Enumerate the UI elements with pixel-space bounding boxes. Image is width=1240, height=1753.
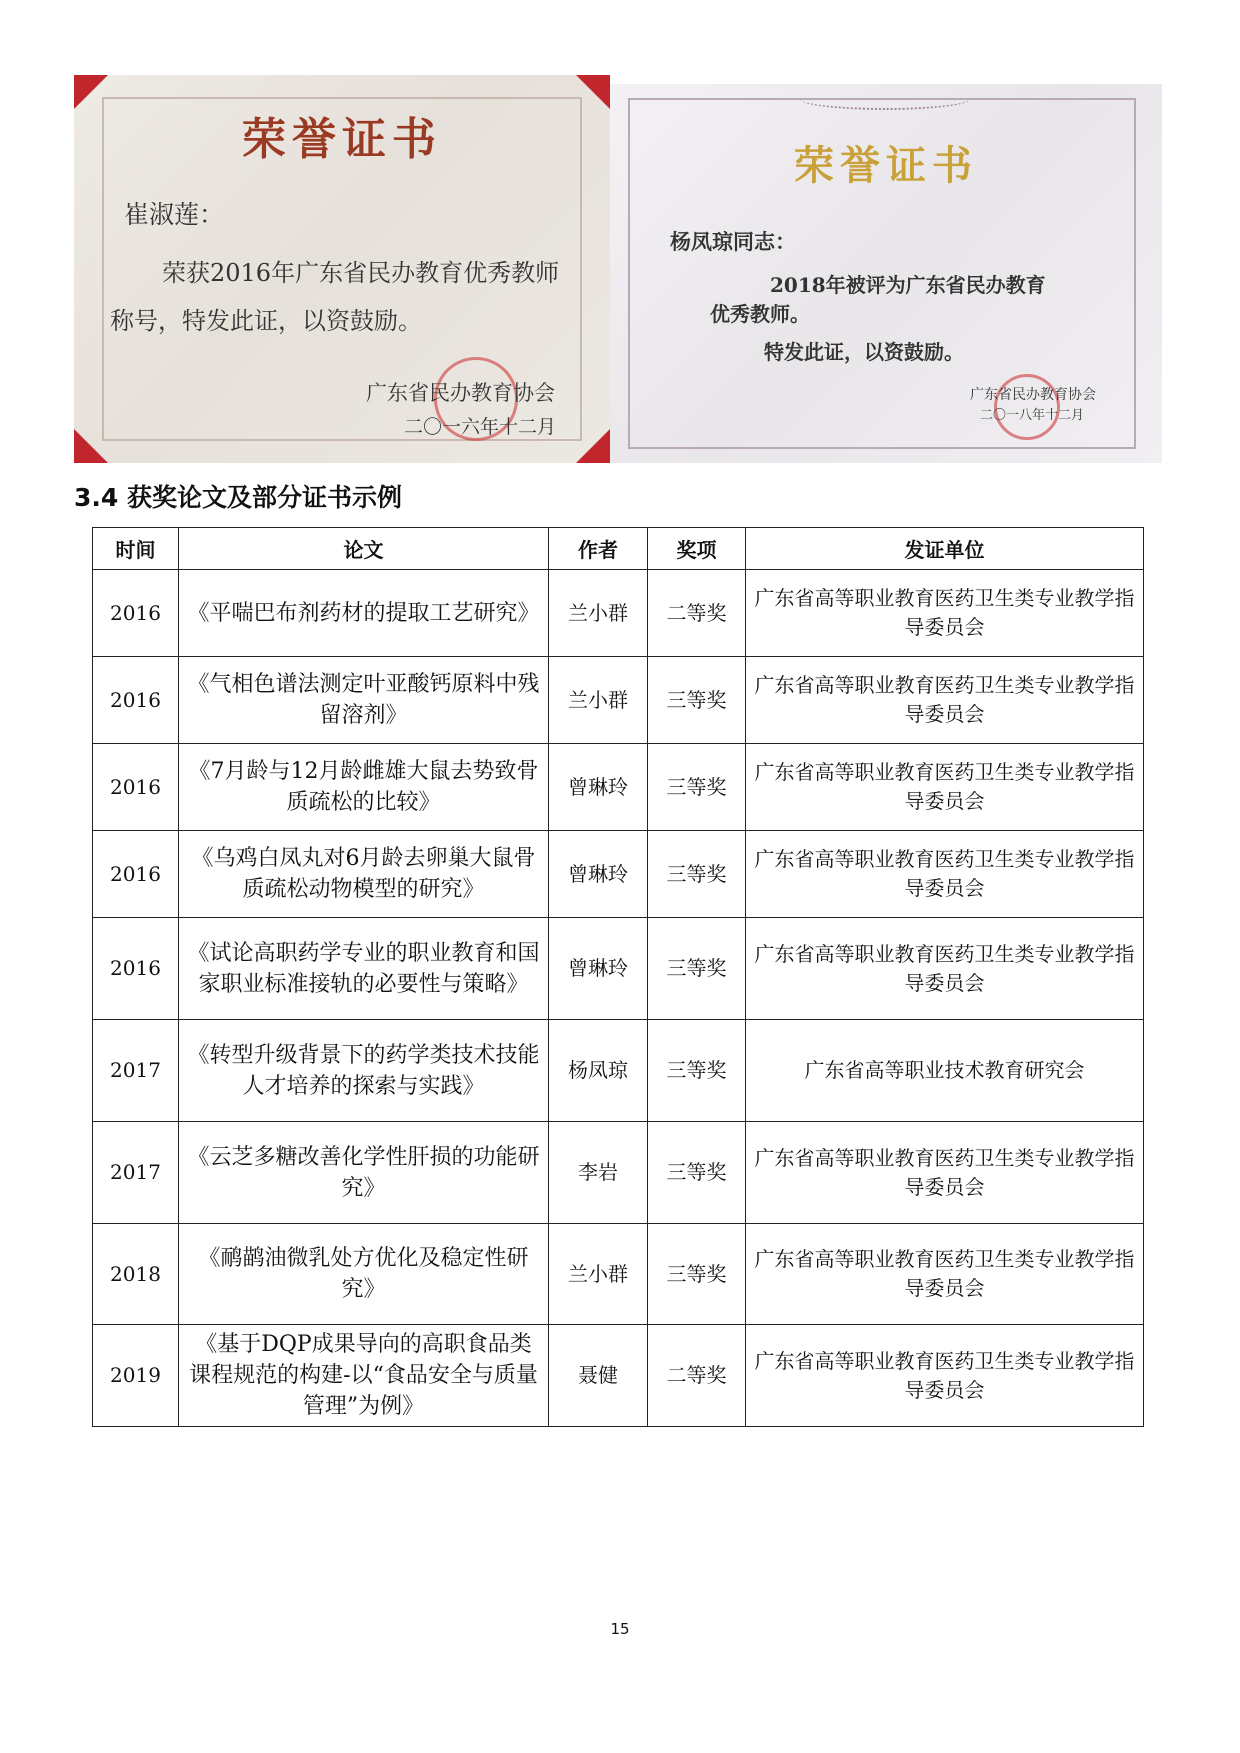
certificate-date: 二〇一六年十二月	[404, 416, 557, 438]
cell-issuer: 广东省高等职业教育医药卫生类专业教学指导委员会	[746, 657, 1144, 744]
table-row	[93, 1020, 1144, 1122]
cell-paper: 《云芝多糖改善化学性肝损的功能研究》	[179, 1122, 549, 1224]
header-paper: 论文	[179, 528, 549, 570]
cell-paper: 《平喘巴布剂药材的提取工艺研究》	[179, 570, 549, 657]
cell-issuer: 广东省高等职业教育医药卫生类专业教学指导委员会	[746, 570, 1144, 657]
cell-paper: 《转型升级背景下的药学类技术技能人才培养的探索与实践》	[179, 1020, 549, 1122]
cell-paper: 《气相色谱法测定叶亚酸钙原料中残留溶剂》	[179, 657, 549, 744]
certificate-recipient: 崔淑莲：	[124, 200, 225, 229]
certificate-line: 特发此证，以资鼓励。	[764, 340, 964, 364]
cell-award: 二等奖	[648, 1325, 746, 1427]
table-row	[93, 657, 1144, 744]
cell-paper: 《鸸鹋油微乳处方优化及稳定性研究》	[179, 1224, 549, 1325]
cell-award: 三等奖	[648, 918, 746, 1020]
cell-author: 曾琳玲	[549, 744, 648, 831]
certificate-line: 荣获2016年广东省民办教育优秀教师	[162, 259, 560, 287]
cell-year: 2016	[93, 831, 179, 918]
cell-paper: 《7月龄与12月龄雌雄大鼠去势致骨质疏松的比较》	[179, 744, 549, 831]
header-issuer: 发证单位	[746, 528, 1144, 570]
cell-year: 2017	[93, 1122, 179, 1224]
cell-author: 兰小群	[549, 570, 648, 657]
cell-issuer: 广东省高等职业技术教育研究会	[746, 1020, 1144, 1122]
certificate-title: 荣誉证书	[794, 142, 978, 189]
cell-issuer: 广东省高等职业教育医药卫生类专业教学指导委员会	[746, 831, 1144, 918]
header-award: 奖项	[648, 528, 746, 570]
cell-author: 杨凤琼	[549, 1020, 648, 1122]
certificate-line: 优秀教师。	[710, 302, 810, 326]
cell-year: 2016	[93, 570, 179, 657]
table-header-row	[93, 528, 1144, 570]
cell-year: 2018	[93, 1224, 179, 1325]
cell-year: 2019	[93, 1325, 179, 1427]
certificate-photo-2	[610, 84, 1162, 463]
header-time: 时间	[93, 528, 179, 570]
cell-award: 二等奖	[648, 570, 746, 657]
certificate-line: 称号，特发此证，以资鼓励。	[110, 307, 422, 335]
cell-award: 三等奖	[648, 831, 746, 918]
cell-paper: 《基于DQP成果导向的高职食品类课程规范的构建-以“食品安全与质量管理”为例》	[179, 1325, 549, 1427]
cell-year: 2016	[93, 744, 179, 831]
header-author: 作者	[549, 528, 648, 570]
certificate-date: 二〇一八年十二月	[980, 408, 1085, 423]
page-number: 15	[610, 1620, 630, 1638]
certificate-issuer: 广东省民办教育协会	[970, 387, 1096, 403]
certificate-recipient: 杨凤琼同志：	[670, 229, 796, 254]
ornament-decoration	[800, 88, 970, 110]
cell-author: 聂健	[549, 1325, 648, 1427]
section-title: 3.4 获奖论文及部分证书示例	[74, 483, 402, 512]
table-row	[93, 1122, 1144, 1224]
cell-author: 曾琳玲	[549, 918, 648, 1020]
table-row	[93, 744, 1144, 831]
cell-year: 2016	[93, 657, 179, 744]
cell-paper: 《试论高职药学专业的职业教育和国家职业标准接轨的必要性与策略》	[179, 918, 549, 1020]
certificate-photo-1	[74, 75, 610, 463]
cell-issuer: 广东省高等职业教育医药卫生类专业教学指导委员会	[746, 918, 1144, 1020]
certificate-line: 2018年被评为广东省民办教育	[770, 273, 1046, 297]
certificate-title: 荣誉证书	[242, 114, 442, 165]
cell-year: 2016	[93, 918, 179, 1020]
table-row	[93, 570, 1144, 657]
table-row	[93, 1325, 1144, 1427]
table-row	[93, 1224, 1144, 1325]
cell-author: 曾琳玲	[549, 831, 648, 918]
cell-award: 三等奖	[648, 657, 746, 744]
cell-author: 兰小群	[549, 1224, 648, 1325]
cell-author: 李岩	[549, 1122, 648, 1224]
certificate-issuer: 广东省民办教育协会	[366, 381, 555, 405]
cell-issuer: 广东省高等职业教育医药卫生类专业教学指导委员会	[746, 1325, 1144, 1427]
cell-award: 三等奖	[648, 1224, 746, 1325]
cell-award: 三等奖	[648, 1122, 746, 1224]
cell-award: 三等奖	[648, 1020, 746, 1122]
table-row	[93, 831, 1144, 918]
cell-author: 兰小群	[549, 657, 648, 744]
table-row	[93, 918, 1144, 1020]
cell-issuer: 广东省高等职业教育医药卫生类专业教学指导委员会	[746, 1224, 1144, 1325]
cell-paper: 《乌鸡白凤丸对6月龄去卵巢大鼠骨质疏松动物模型的研究》	[179, 831, 549, 918]
award-papers-table	[92, 527, 1144, 1427]
cell-year: 2017	[93, 1020, 179, 1122]
cell-issuer: 广东省高等职业教育医药卫生类专业教学指导委员会	[746, 1122, 1144, 1224]
cell-issuer: 广东省高等职业教育医药卫生类专业教学指导委员会	[746, 744, 1144, 831]
cell-award: 三等奖	[648, 744, 746, 831]
